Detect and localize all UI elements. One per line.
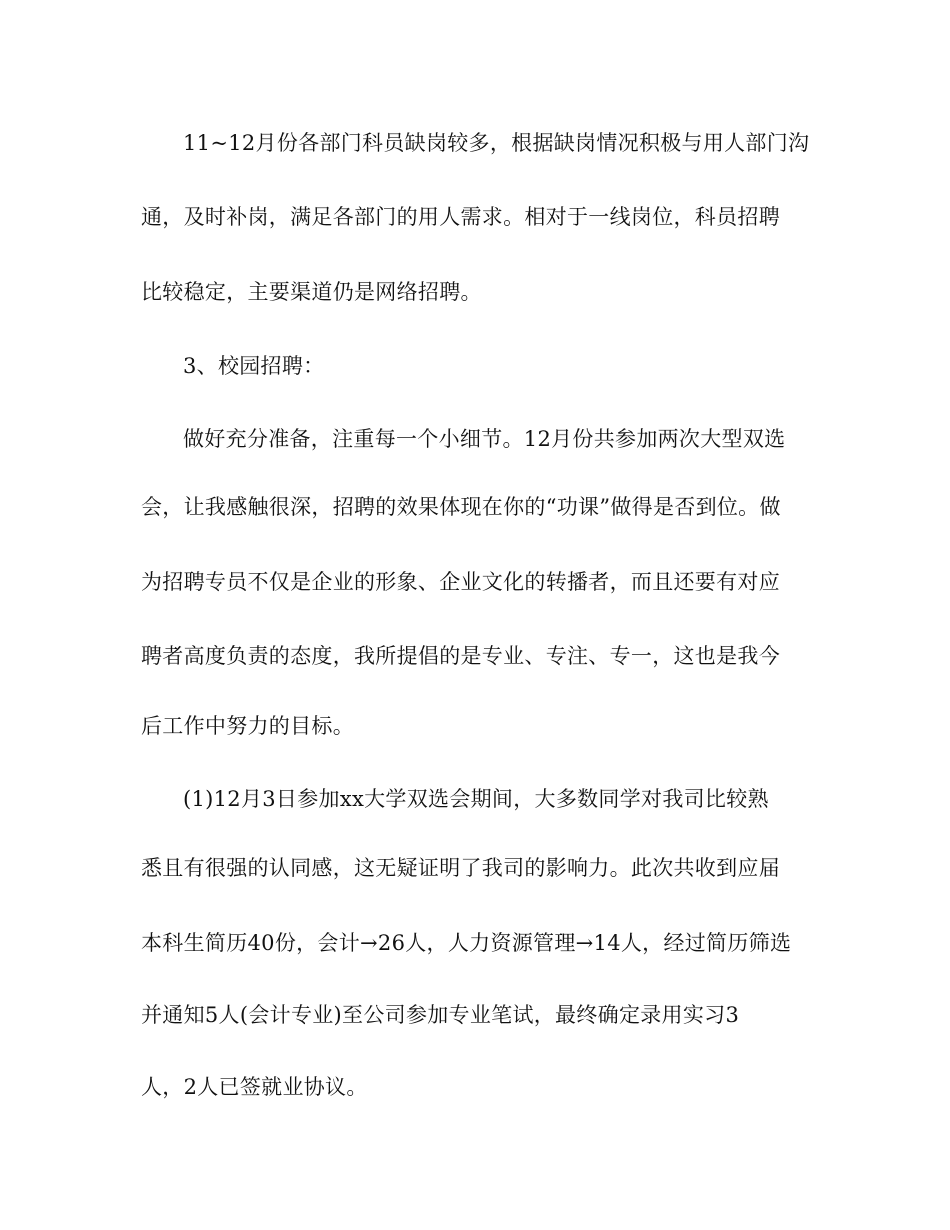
- paragraph-line: (1)12月3日参加xx大学双选会期间，大多数同学对我司比较熟: [183, 787, 769, 811]
- paragraph-line: 11~12月份各部门科员缺岗较多，根据缺岗情况积极与用人部门沟: [183, 131, 810, 155]
- paragraph-line: 后工作中努力的目标。: [141, 714, 354, 738]
- paragraph-line: 聘者高度负责的态度，我所提倡的是专业、专注、专一，这也是我今: [141, 644, 780, 668]
- paragraph-line: 为招聘专员不仅是企业的形象、企业文化的转播者，而且还要有对应: [141, 570, 780, 594]
- paragraph-line: 本科生简历40份，会计→26人，人力资源管理→14人，经过简历筛选: [141, 931, 792, 955]
- paragraph-line: 并通知5人(会计专业)至公司参加专业笔试，最终确定录用实习3: [141, 1003, 740, 1027]
- paragraph-line: 做好充分准备，注重每一个小细节。12月份共参加两次大型双选: [183, 427, 786, 451]
- paragraph-line: 通，及时补岗，满足各部门的用人需求。相对于一线岗位，科员招聘: [141, 205, 780, 229]
- paragraph-line: 比较稳定，主要渠道仍是网络招聘。: [141, 280, 482, 304]
- paragraph-line: 人，2人已签就业协议。: [141, 1075, 368, 1099]
- paragraph-line: 悉且有很强的认同感，这无疑证明了我司的影响力。此次共收到应届: [141, 856, 780, 880]
- section-heading: 3、校园招聘：: [183, 354, 325, 378]
- paragraph-line: 会，让我感触很深，招聘的效果体现在你的“功课”做得是否到位。做: [141, 495, 781, 519]
